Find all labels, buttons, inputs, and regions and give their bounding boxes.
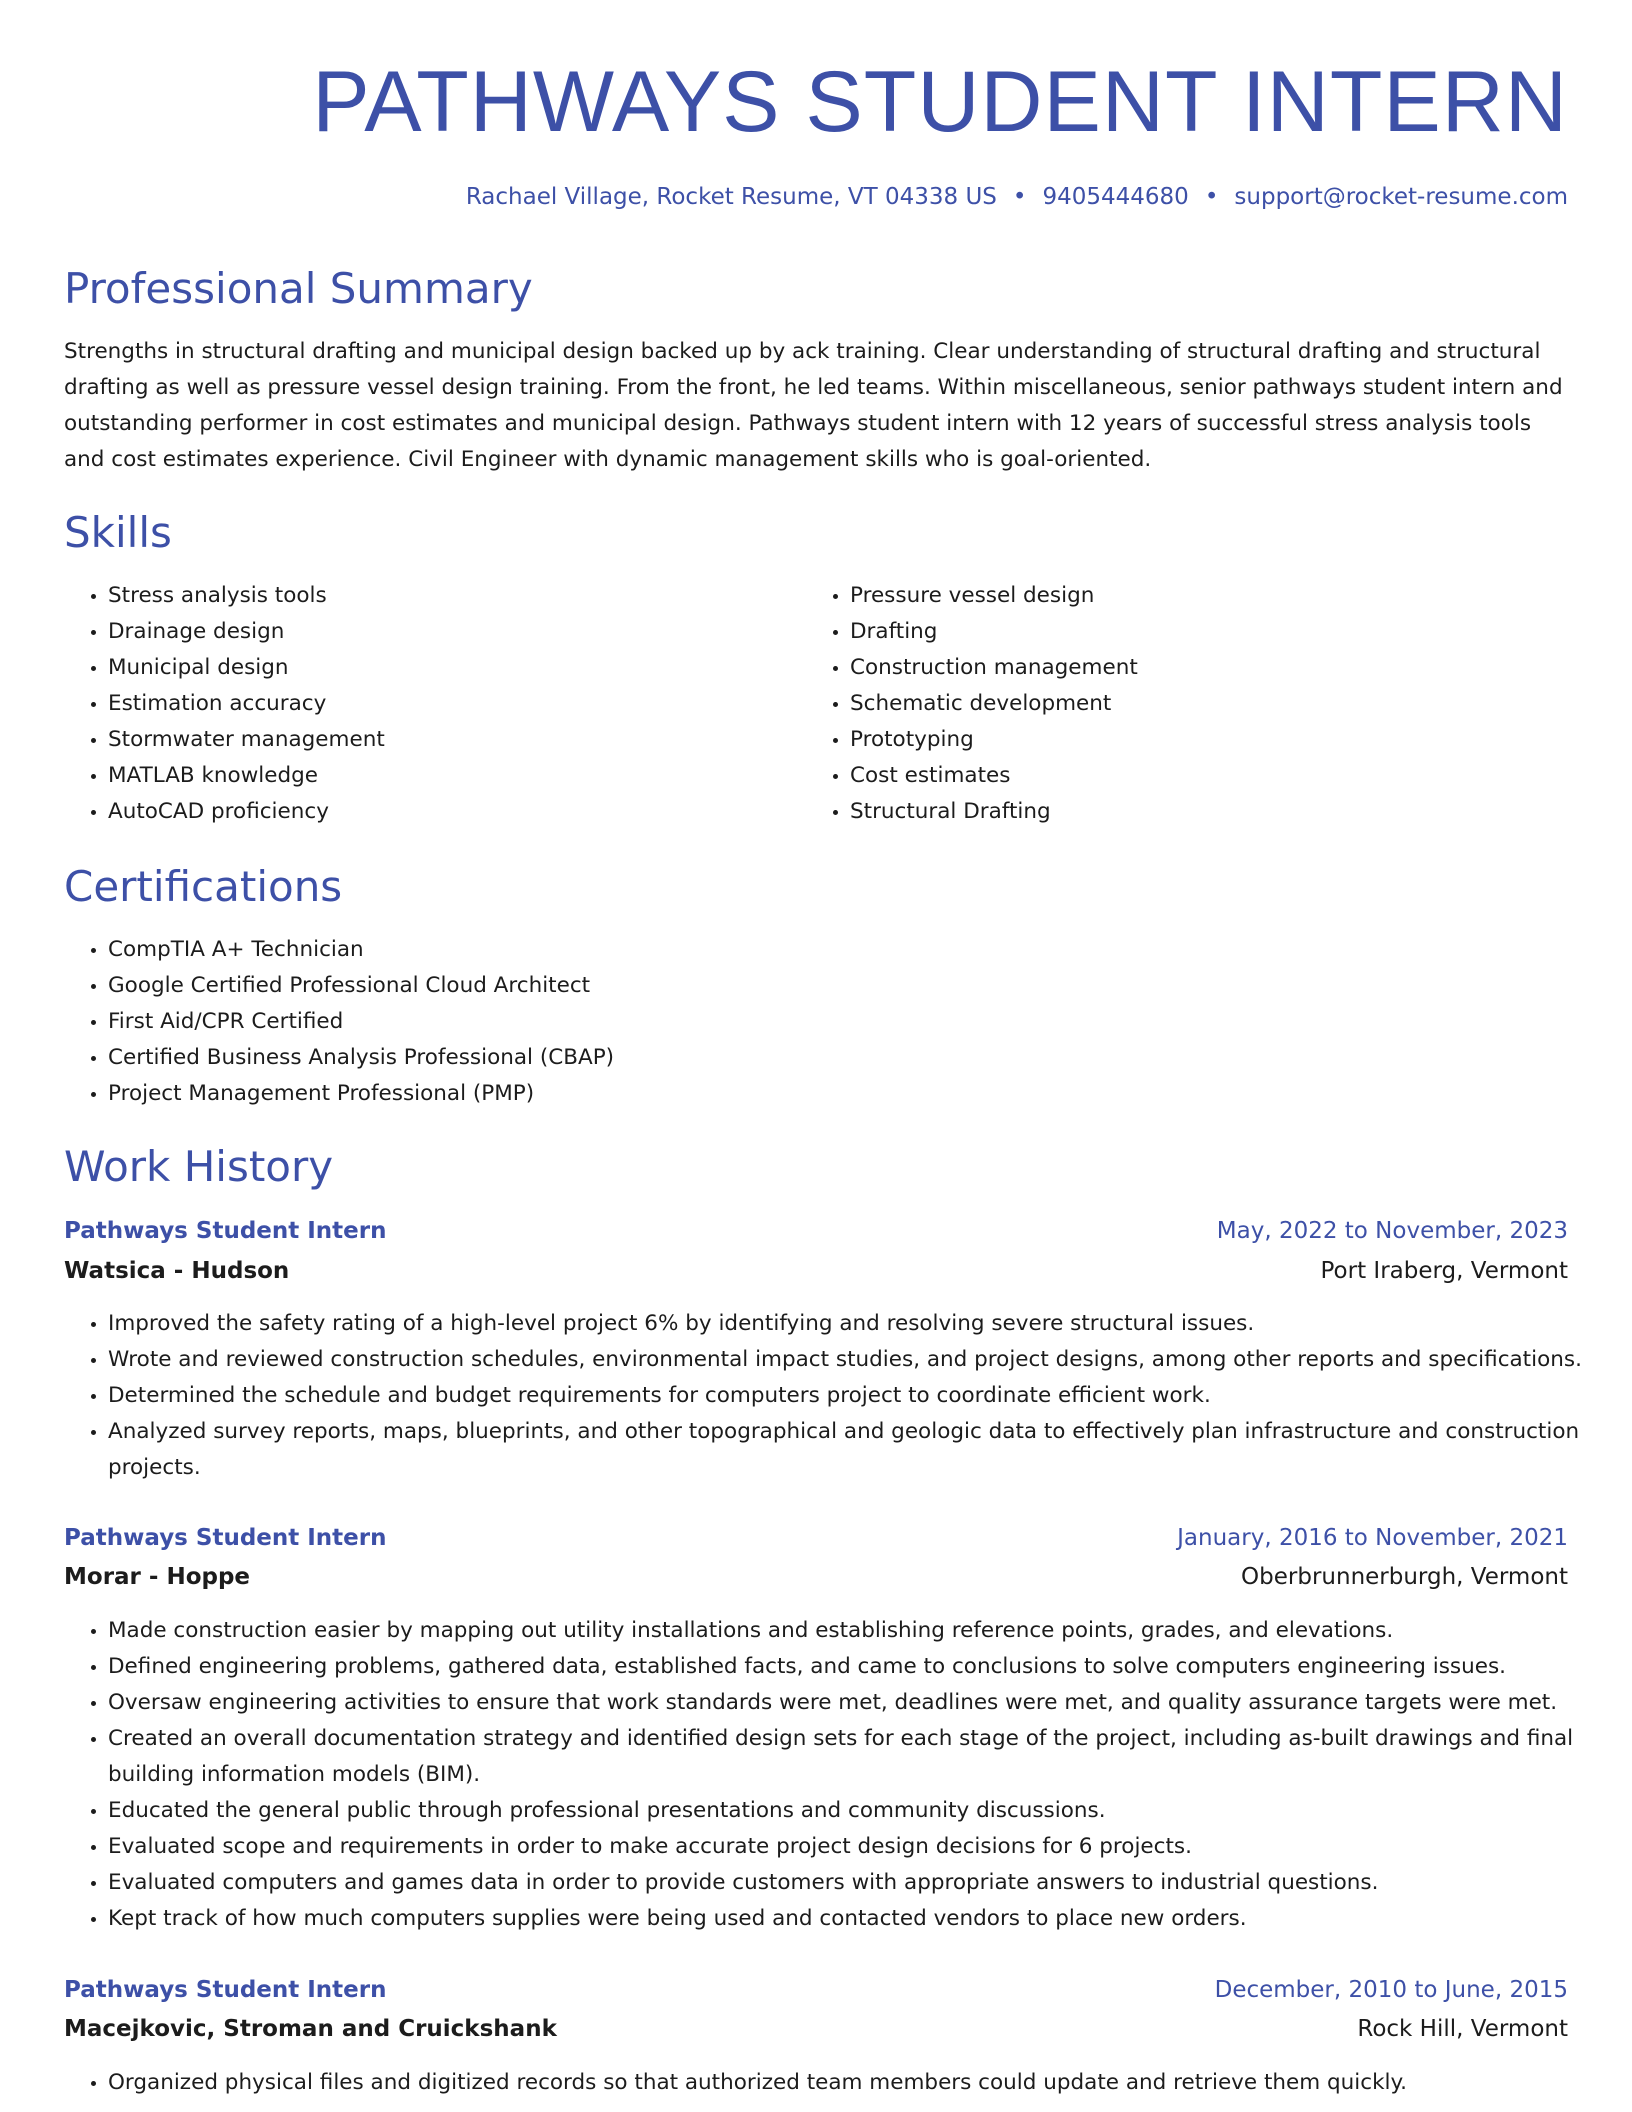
contact-address: Rachael Village, Rocket Resume, VT 04338 US [465, 184, 997, 210]
skill-item: • AutoCAD proficiency [108, 794, 808, 830]
skill-item: • Construction management [850, 650, 1550, 686]
skills-list-right [806, 578, 1550, 830]
skill-item: • Stormwater management [108, 722, 808, 758]
skill-item: • Cost estimates [850, 758, 1550, 794]
job-title: Pathways Student Intern [64, 1218, 387, 1244]
job-bullets [64, 1613, 1612, 1937]
contact-separator: • [1012, 184, 1027, 210]
job-location: Oberbrunnerburgh, Vermont [1241, 1564, 1568, 1590]
skill-item: • Drainage design [108, 614, 808, 650]
job-title: Pathways Student Intern [64, 1977, 387, 2003]
job-location: Rock Hill, Vermont [1357, 2016, 1568, 2042]
skill-item: • Schematic development [850, 686, 1550, 722]
certification-item: • First Aid/CPR Certified [108, 1004, 1508, 1040]
skills-heading: Skills [64, 508, 172, 557]
job-bullet: • Evaluated scope and requirements in order to make accurate project design decisions for 6 projects. [108, 1829, 1612, 1865]
certification-item: • Certified Business Analysis Professional (CBAP) [108, 1040, 1508, 1076]
contact-line [64, 180, 1568, 214]
certification-item: • Project Management Professional (PMP) [108, 1076, 1508, 1112]
job-title: Pathways Student Intern [64, 1525, 387, 1551]
job-bullet: • Oversaw engineering activities to ensure that work standards were met, deadlines were met, and quality assurance targets were met. [108, 1685, 1612, 1721]
skill-item: • MATLAB knowledge [108, 758, 808, 794]
job-subheader [64, 1559, 1568, 1595]
skill-item: • Prototyping [850, 722, 1550, 758]
job-bullet: • Determined the schedule and budget requirements for computers project to coordinate efficient work. [108, 1378, 1612, 1414]
job-bullets [64, 1306, 1612, 1486]
job-subheader [64, 1253, 1568, 1289]
job-header [64, 1213, 1568, 1249]
job-subheader [64, 2011, 1568, 2047]
certifications-list [64, 932, 1508, 1112]
certification-item: • CompTIA A+ Technician [108, 932, 1508, 968]
job-bullet: • Defined engineering problems, gathered data, established facts, and came to conclusions to solve computers engineering issues. [108, 1649, 1612, 1685]
job-bullet: • Educated the general public through professional presentations and community discussions. [108, 1793, 1612, 1829]
skill-item: • Drafting [850, 614, 1550, 650]
certification-item: • Google Certified Professional Cloud Architect [108, 968, 1508, 1004]
job-bullet: • Evaluated computers and games data in order to provide customers with appropriate answers to industrial questions. [108, 1865, 1612, 1901]
job-dates: December, 2010 to June, 2015 [1214, 1977, 1568, 2003]
certifications-heading: Certifications [64, 862, 343, 911]
resume-name: PATHWAYS STUDENT INTERN [312, 54, 1568, 150]
job-bullet: • Created an overall documentation strategy and identified design sets for each stage of the project, including as-built drawings and final building information models (BIM). [108, 1721, 1612, 1793]
skill-item: • Pressure vessel design [850, 578, 1550, 614]
contact-phone: 9405444680 [1042, 184, 1189, 210]
job-header [64, 1972, 1568, 2008]
job-company: Watsica - Hudson [64, 1258, 290, 1284]
job-bullet: • Kept track of how much computers supplies were being used and contacted vendors to place new orders. [108, 1901, 1612, 1937]
summary-text: Strengths in structural drafting and municipal design backed up by ack training. Clear understanding of structural drafting and structural drafting as well as pressure vessel design training. From the front, he led teams. Within miscellaneous, senior pathways student intern and outstanding performer in cost estimates and municipal design. Pathways student intern with 12 years of successful stress analysis tools and cost estimates experience. Civil Engineer with dynamic management skills who is goal-oriented. [64, 339, 1563, 472]
contact-separator: • [1204, 184, 1219, 210]
job-bullet: • Organized physical files and digitized records so that authorized team members could update and retrieve them quickly. [108, 2065, 1612, 2101]
job-header [64, 1520, 1568, 1556]
skill-item: • Stress analysis tools [108, 578, 808, 614]
summary-heading: Professional Summary [64, 264, 533, 313]
job-bullet: • Made construction easier by mapping out utility installations and establishing reference points, grades, and elevations. [108, 1613, 1612, 1649]
job-location: Port Iraberg, Vermont [1320, 1258, 1568, 1284]
work-history-heading: Work History [64, 1142, 334, 1191]
skill-item: • Structural Drafting [850, 794, 1550, 830]
skill-item: • Estimation accuracy [108, 686, 808, 722]
job-bullet: • Analyzed survey reports, maps, blueprints, and other topographical and geologic data to effectively plan infrastructure and construction projects. [108, 1414, 1612, 1486]
job-bullet: • Wrote and reviewed construction schedules, environmental impact studies, and project designs, among other reports and specifications. [108, 1342, 1612, 1378]
job-company: Morar - Hoppe [64, 1564, 251, 1590]
contact-email[interactable]: support@rocket-resume.com [1234, 184, 1568, 210]
job-bullet: • Improved the safety rating of a high-level project 6% by identifying and resolving severe structural issues. [108, 1306, 1612, 1342]
job-dates: May, 2022 to November, 2023 [1216, 1218, 1568, 1244]
skills-list-left [64, 578, 808, 830]
skill-item: • Municipal design [108, 650, 808, 686]
job-dates: January, 2016 to November, 2021 [1177, 1525, 1568, 1551]
job-bullets [64, 2065, 1612, 2101]
job-company: Macejkovic, Stroman and Cruickshank [64, 2016, 557, 2042]
